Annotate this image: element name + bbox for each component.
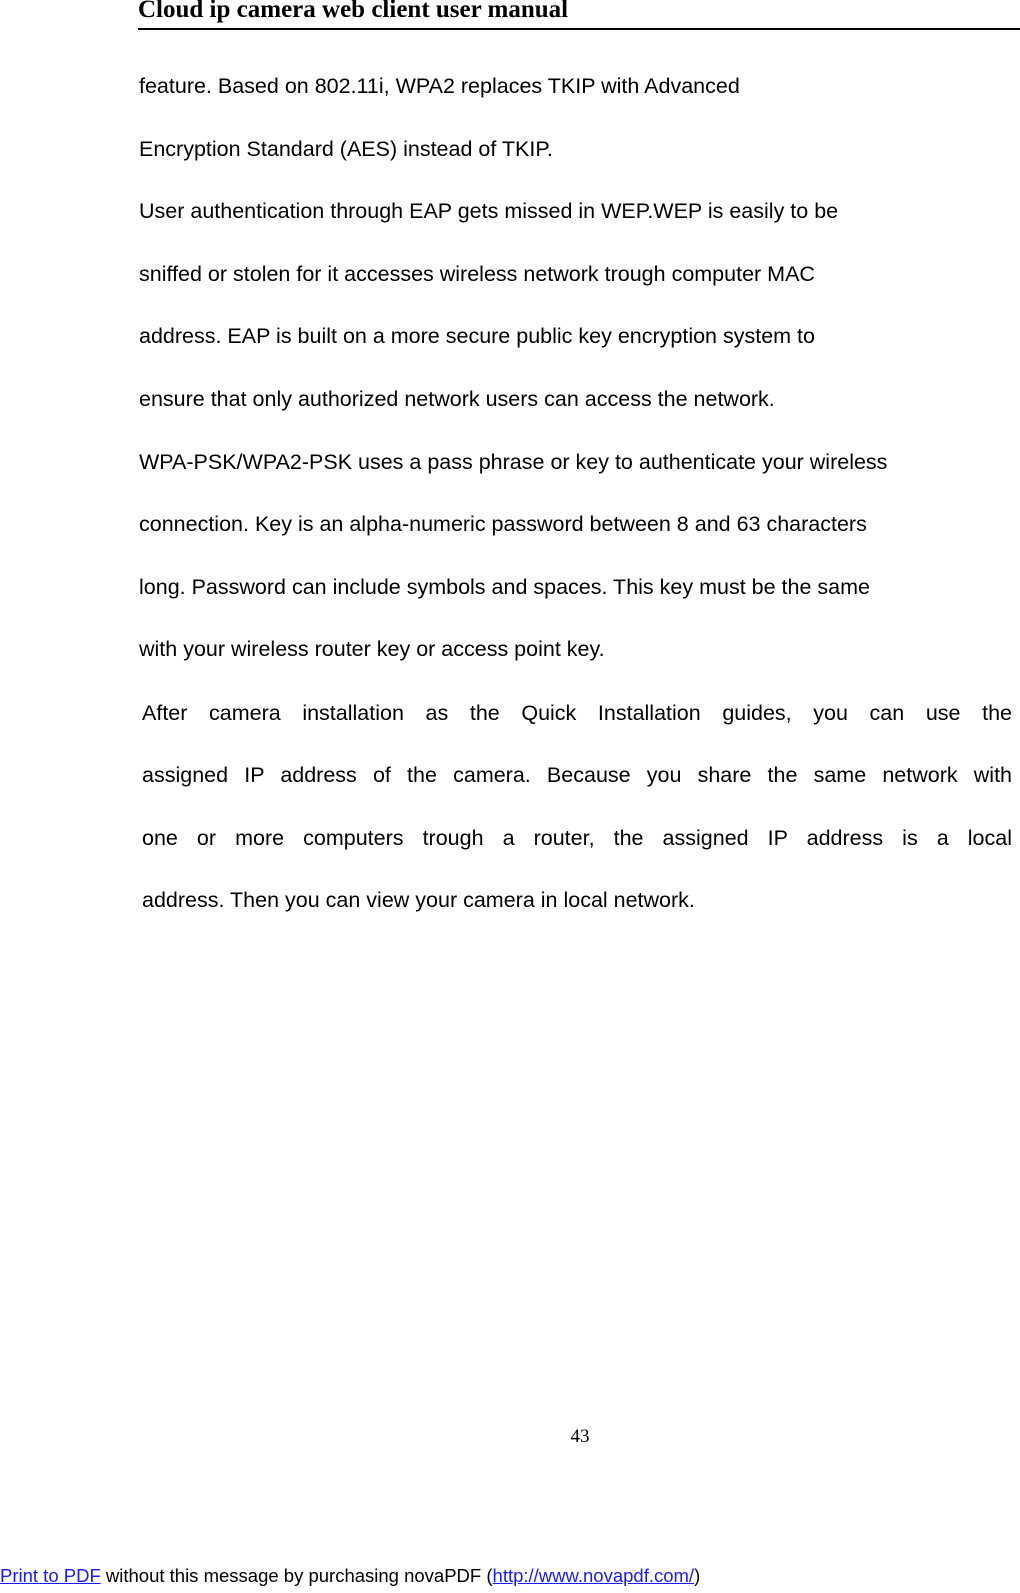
body-line: feature. Based on 802.11i, WPA2 replaces TKIP with Advanced: [139, 74, 740, 98]
body-line: sniffed or stolen for it accesses wireless network trough computer MAC: [139, 262, 815, 286]
page-number: 43: [570, 1426, 590, 1447]
paragraph-line: After camera installation as the Quick Installation guides, you can use the: [142, 701, 1012, 725]
print-footer: [0, 1565, 700, 1587]
print-to-pdf-link[interactable]: Print to PDF: [0, 1565, 101, 1586]
body-line: User authentication through EAP gets missed in WEP.WEP is easily to be: [139, 199, 839, 223]
paragraph-line: assigned IP address of the camera. Because you share the same network with: [142, 763, 1012, 787]
footer-message: without this message by purchasing novaPDF (: [100, 1565, 493, 1586]
body-line: address. EAP is built on a more secure public key encryption system to: [139, 324, 815, 348]
body-line: connection. Key is an alpha-numeric password between 8 and 63 characters: [139, 512, 867, 536]
manual-title: Cloud ip camera web client user manual: [138, 0, 569, 23]
page-header: [138, 0, 1020, 30]
body-line: Encryption Standard (AES) instead of TKIP.: [139, 137, 553, 161]
body-line: long. Password can include symbols and spaces. This key must be the same: [139, 575, 870, 599]
body-line: WPA-PSK/WPA2-PSK uses a pass phrase or key to authenticate your wireless: [139, 450, 888, 474]
body-line: ensure that only authorized network users can access the network.: [139, 387, 775, 411]
body-line: with your wireless router key or access point key.: [139, 637, 605, 661]
paragraph-line: address. Then you can view your camera in local network.: [142, 888, 695, 912]
footer-closing: ): [694, 1565, 701, 1586]
novapdf-url-link[interactable]: http://www.novapdf.com/: [492, 1565, 695, 1586]
paragraph-line: one or more computers trough a router, the assigned IP address is a local: [142, 826, 1012, 850]
